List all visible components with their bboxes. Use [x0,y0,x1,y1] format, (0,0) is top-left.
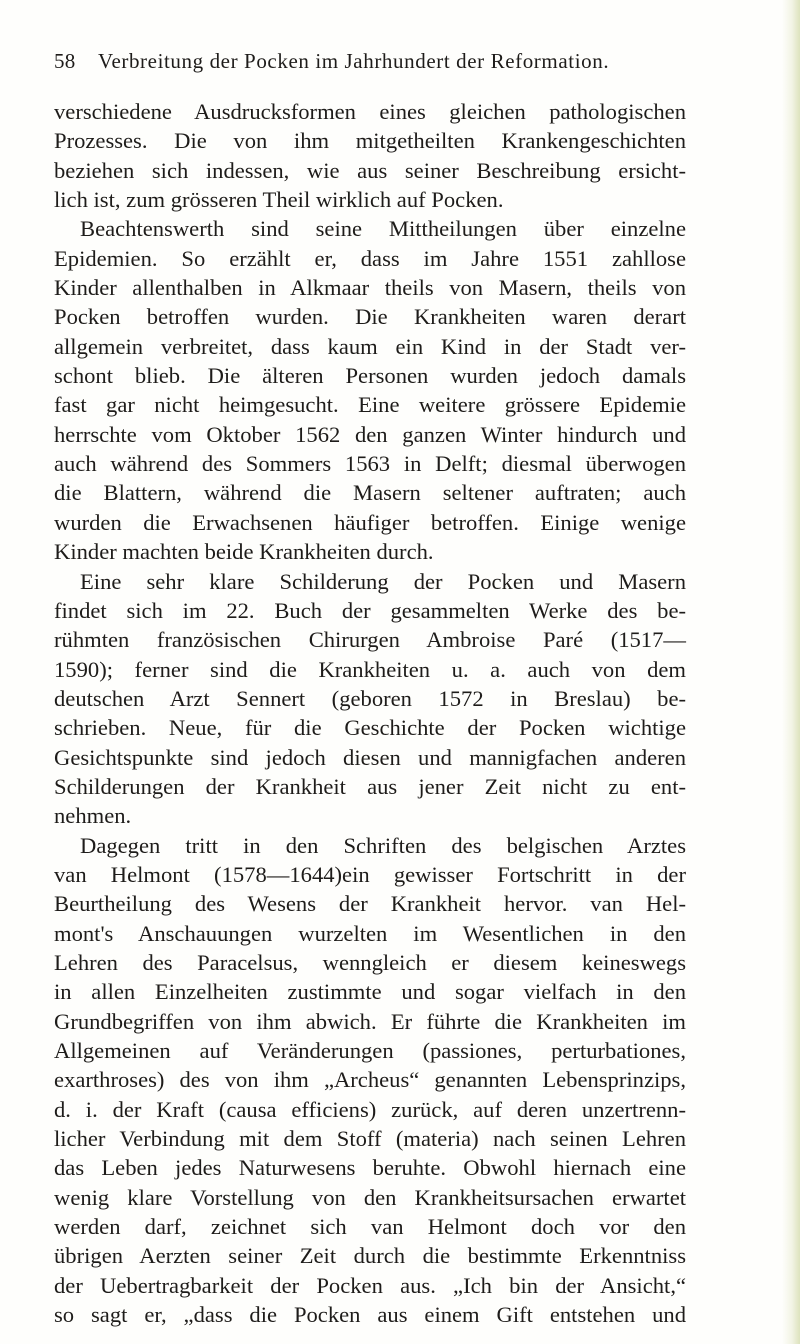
text-line: werden darf, zeichnet sich van Helmont doch vor den [54,1214,686,1240]
text-line: schrieben. Neue, für die Geschichte der Pocken wichtige [54,715,686,741]
text-line: licher Verbindung mit dem Stoff (materia) nach seinen Lehren [54,1126,686,1152]
text-line: Beurtheilung des Wesens der Krankheit hervor. van Hel- [54,891,686,917]
text-line: beziehen sich indessen, wie aus seiner Beschreibung ersicht- [54,157,686,183]
text-line: Epidemien. So erzählt er, dass im Jahre 1551 zahllose [54,245,686,271]
text-line: Allgemeinen auf Veränderungen (passiones, perturbationes, [54,1038,686,1063]
text-line: Prozesses. Die von ihm mitgetheilten Krankengeschichten [54,128,686,154]
text-line: Lehren des Paracelsus, wenngleich er diesem keineswegs [54,949,686,975]
text-line: herrschte vom Oktober 1562 den ganzen Winter hindurch und [54,421,686,447]
page-number: 58 [54,49,76,73]
text-line: Dagegen tritt in den Schriften des belgischen Arztes [80,832,686,858]
text-line: Kinder machten beide Krankheiten durch. [54,539,434,565]
text-line: 1590); ferner sind die Krankheiten u. a. auch von dem [54,656,686,682]
text-line: wurden die Erwachsenen häufiger betroffen. Einige wenige [54,509,686,535]
text-line: wenig klare Vorstellung von den Krankheitsursachen erwartet [54,1184,686,1210]
text-line: Pocken betroffen wurden. Die Krankheiten waren derart [54,304,686,330]
text-line: allgemein verbreitet, dass kaum ein Kind in der Stadt ver- [54,333,686,359]
running-title: Verbreitung der Pocken im Jahrhundert der Reformation. [98,49,610,73]
text-line: Beachtenswerth sind seine Mittheilungen über einzelne [80,216,686,242]
text-line: Kinder allenthalben in Alkmaar theils von Masern, theils von [54,275,686,301]
text-line: das Leben jedes Naturwesens beruhte. Obwohl hiernach eine [54,1155,686,1181]
text-line: Grundbegriffen von ihm abwich. Er führte die Krankheiten im [54,1008,686,1034]
text-line: in allen Einzelheiten zustimmte und sogar vielfach in den [54,979,686,1005]
text-line: verschiedene Ausdrucksformen eines gleichen pathologischen [54,99,686,124]
page-edge-shading [782,0,800,1344]
text-line: Schilderungen der Krankheit aus jener Zeit nicht zu ent- [54,773,686,799]
text-line: deutschen Arzt Sennert (geboren 1572 in Breslau) be- [54,685,686,711]
text-line: rühmten französischen Chirurgen Ambroise Paré (1517— [54,627,686,653]
text-line: übrigen Aerzten seiner Zeit durch die bestimmte Erkenntniss [54,1243,686,1269]
text-line: van Helmont (1578—1644)ein gewisser Fortschritt in der [54,861,686,887]
text-line: die Blattern, während die Masern seltener auftraten; auch [54,480,686,506]
text-line: nehmen. [54,803,132,829]
text-line: der Uebertragbarkeit der Pocken aus. „Ich bin der Ansicht,“ [54,1272,686,1298]
text-line: Eine sehr klare Schilderung der Pocken und Masern [80,568,686,594]
body-text [54,97,686,1329]
text-line: Gesichtspunkte sind jedoch diesen und mannigfachen anderen [54,744,686,770]
text-line: fast gar nicht heimgesucht. Eine weitere grössere Epidemie [54,392,686,418]
text-line: schont blieb. Die älteren Personen wurden jedoch damals [54,363,686,389]
text-line: d. i. der Kraft (causa efficiens) zurück, auf deren unzertrenn- [54,1096,686,1122]
text-line: lich ist, zum grösseren Theil wirklich auf Pocken. [54,187,504,213]
page-header [54,46,694,76]
text-line: exarthroses) des von ihm „Archeus“ genannten Lebensprinzips, [54,1067,686,1093]
text-line: mont's Anschauungen wurzelten im Wesentlichen in den [54,920,686,946]
text-line: auch während des Sommers 1563 in Delft; diesmal überwogen [54,451,686,477]
text-line: findet sich im 22. Buch der gesammelten Werke des be- [54,597,686,623]
text-line: so sagt er, „dass die Pocken aus einem Gift entstehen und [54,1302,686,1328]
